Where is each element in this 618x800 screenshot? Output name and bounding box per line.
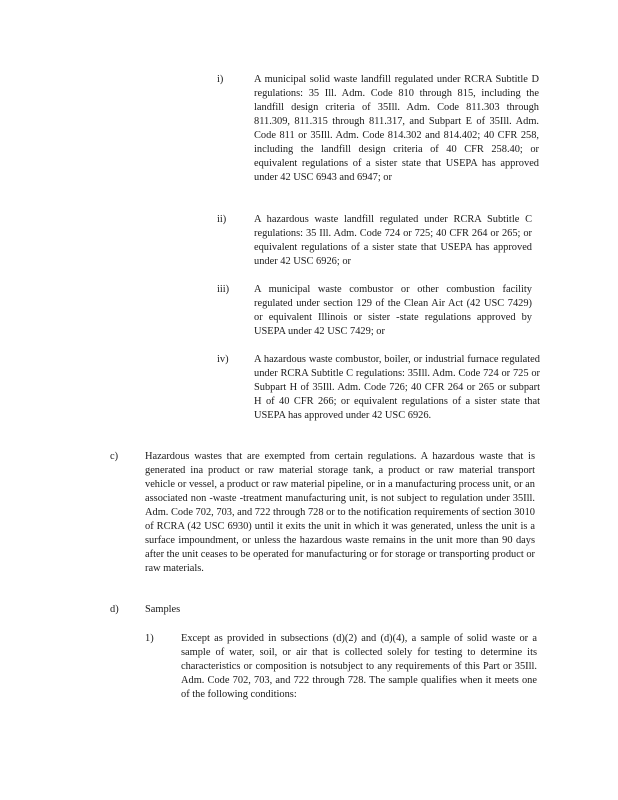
item-c-number: c) (110, 451, 119, 462)
item-iii-number: iii) (217, 284, 230, 295)
item-d1-text: Except as provided in subsections (d)(2) and (d)(4), a sample of solid waste or a sample of water, soil, or air that is collected solely for testing to determine its characteristics or composition is notsubject to any requirements of this Part or 35Ill. Adm. Code 702, 703, and 722 through 728. The sample qualifies when it meets one of the following conditions: (181, 633, 537, 700)
item-d-heading: Samples (145, 604, 181, 615)
item-c-text: Hazardous wastes that are exempted from certain regulations. A hazardous waste that is generated ina product or raw material storage tank, a product or raw material transport vehicle or vessel, a product or raw material pipeline, or in a manufacturing process unit, or an associated non -waste -treatment manufacturing unit, is not subject to regulation under 35Ill. Adm. Code 702, 703, and 722 through 728 or to the notification requirements of section 3010 of RCRA (42 USC 6930) until it exits the unit in which it was generated, unless the unit is a surface impoundment, or unless the hazardous waste remains in the unit more than 90 days after the unit ceases to be operated for manufacturing or for storage or transporting product or raw materials. (145, 451, 535, 574)
item-d1-number: 1) (145, 633, 154, 644)
item-iii-text: A municipal waste combustor or other combustion facility regulated under section 129 of the Clean Air Act (42 USC 7429) or equivalent Illinois or sister -state regulations approved by USEPA under 42 USC 7429; or (254, 284, 532, 337)
item-d-number: d) (110, 604, 119, 615)
item-i-text: A municipal solid waste landfill regulated under RCRA Subtitle D regulations: 35 Ill. Adm. Code 810 through 815, including the landfill design criteria of 35Ill. Adm. Code 811.303 through 811.309, 811.315 through 811.317, and Subpart E of 35Ill. Adm. Code 811 or 35Ill. Adm. Code 814.302 and 814.402; 40 CFR 258, including the landfill design criteria of 40 CFR 258.40; or equivalent regulations of a sister state that USEPA has approved under 42 USC 6943 and 6947; or (254, 74, 539, 183)
item-iv-text: A hazardous waste combustor, boiler, or industrial furnace regulated under RCRA Subtitle C regulations: 35Ill. Adm. Code 724 or 725 or Subpart H of 35Ill. Adm. Code 726; 40 CFR 264 or 265 or subpart H of 40 CFR 266; or equivalent regulations of a sister state that USEPA has approved under 42 USC 6926. (254, 354, 540, 421)
item-ii-number: ii) (217, 214, 227, 225)
item-iv-number: iv) (217, 354, 229, 365)
item-ii-text: A hazardous waste landfill regulated under RCRA Subtitle C regulations: 35 Ill. Adm. Code 724 or 725; 40 CFR 264 or 265; or equivalent regulations of a sister state that USEPA has approved under 42 USC 6926; or (254, 214, 532, 267)
item-i-number: i) (217, 74, 224, 85)
